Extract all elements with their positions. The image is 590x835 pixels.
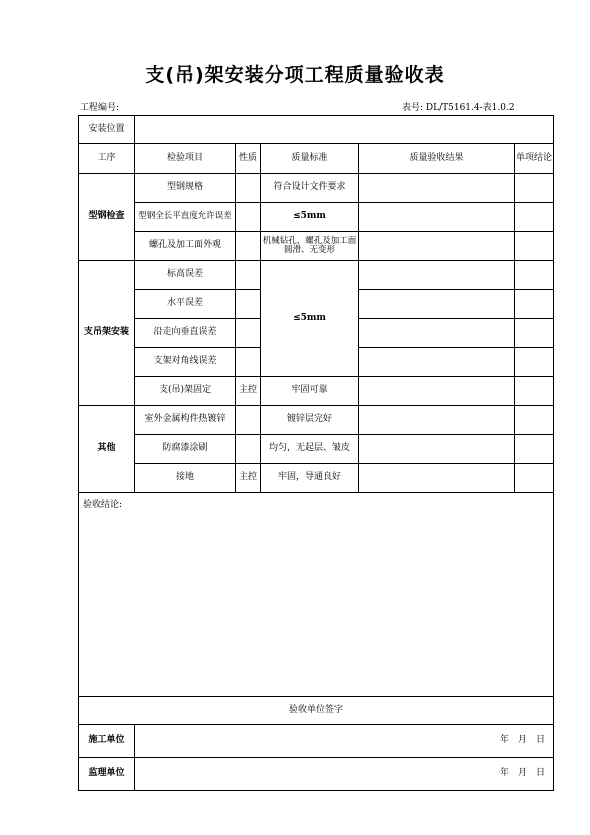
header-row: [79, 144, 554, 174]
item-cell: 沿走向垂直误差: [135, 319, 236, 348]
nature-cell: [236, 232, 261, 261]
header-process: 工序: [79, 144, 135, 174]
sign-row-supervision: [79, 758, 554, 791]
nature-cell: [236, 435, 261, 464]
result-cell[interactable]: [359, 261, 515, 290]
nature-cell: 主控: [236, 464, 261, 493]
result-cell[interactable]: [359, 290, 515, 319]
standard-cell: ≤5mm: [261, 203, 359, 232]
supervision-unit-label: 监理单位: [79, 758, 135, 791]
header-nature: 性质: [236, 144, 261, 174]
nature-cell: [236, 290, 261, 319]
conclusion-cell[interactable]: [515, 203, 554, 232]
signature-header: 验收单位签字: [79, 697, 554, 725]
conclusion-cell[interactable]: [515, 319, 554, 348]
nature-cell: [236, 174, 261, 203]
table-row: [79, 464, 554, 493]
sign-row-construction: [79, 725, 554, 758]
result-cell[interactable]: [359, 203, 515, 232]
conclusion-cell[interactable]: [515, 174, 554, 203]
table-row: [79, 406, 554, 435]
table-row: [79, 435, 554, 464]
nature-cell: [236, 203, 261, 232]
table-row: [79, 203, 554, 232]
project-number-label: 工程编号:: [80, 103, 120, 113]
conclusion-row: [79, 493, 554, 697]
table-row: [79, 174, 554, 203]
standard-cell: 均匀，无起层、皱皮: [261, 435, 359, 464]
standard-cell: 镀锌层完好: [261, 406, 359, 435]
shared-standard-cell: ≤5mm: [261, 261, 359, 377]
conclusion-cell[interactable]: [515, 261, 554, 290]
install-location-label: 安装位置: [79, 116, 135, 144]
nature-cell: [236, 319, 261, 348]
conclusion-cell[interactable]: [515, 377, 554, 406]
header-conclusion: 单项结论: [515, 144, 554, 174]
group-name: 其他: [79, 406, 135, 493]
nature-cell: [236, 261, 261, 290]
supervision-unit-date[interactable]: 年 月 日: [135, 758, 554, 791]
header-item: 检验项目: [135, 144, 236, 174]
result-cell[interactable]: [359, 464, 515, 493]
result-cell[interactable]: [359, 174, 515, 203]
result-cell[interactable]: [359, 377, 515, 406]
item-cell: 螺孔及加工面外观: [135, 232, 236, 261]
header-result: 质量验收结果: [359, 144, 515, 174]
standard-cell: 牢固可靠: [261, 377, 359, 406]
item-cell: 支(吊)架固定: [135, 377, 236, 406]
item-cell: 室外金属构件热镀锌: [135, 406, 236, 435]
acceptance-table: [78, 115, 554, 791]
conclusion-cell[interactable]: [515, 232, 554, 261]
construction-unit-date[interactable]: 年 月 日: [135, 725, 554, 758]
standard-cell: 牢固，导通良好: [261, 464, 359, 493]
result-cell[interactable]: [359, 406, 515, 435]
item-cell: 型钢全长平直度允许误差: [135, 203, 236, 232]
item-cell: 标高误差: [135, 261, 236, 290]
form-title: 支(吊)架安装分项工程质量验收表: [145, 64, 445, 86]
nature-cell: [236, 406, 261, 435]
conclusion-cell[interactable]: [515, 348, 554, 377]
standard-cell: 机械钻孔，螺孔及加工面圆滑、无变形: [261, 232, 359, 261]
acceptance-conclusion-area[interactable]: [79, 493, 554, 697]
item-cell: 水平误差: [135, 290, 236, 319]
item-cell: 支架对角线误差: [135, 348, 236, 377]
result-cell[interactable]: [359, 319, 515, 348]
conclusion-cell[interactable]: [515, 435, 554, 464]
nature-cell: 主控: [236, 377, 261, 406]
conclusion-cell[interactable]: [515, 406, 554, 435]
conclusion-cell[interactable]: [515, 464, 554, 493]
result-cell[interactable]: [359, 232, 515, 261]
result-cell[interactable]: [359, 435, 515, 464]
header-standard: 质量标准: [261, 144, 359, 174]
item-cell: 接地: [135, 464, 236, 493]
acceptance-conclusion-label: 验收结论:: [83, 500, 123, 510]
item-cell: 防腐漆涂刷: [135, 435, 236, 464]
install-location-row: [79, 116, 554, 144]
install-location-field[interactable]: [135, 116, 554, 144]
table-row: [79, 261, 554, 290]
signature-header-row: [79, 697, 554, 725]
standard-cell: 符合设计文件要求: [261, 174, 359, 203]
table-row: [79, 232, 554, 261]
group-name: 型钢检查: [79, 174, 135, 261]
table-row: [79, 377, 554, 406]
form-number-label: 表号: DL/T5161.4-表1.0.2: [402, 103, 515, 113]
item-cell: 型钢规格: [135, 174, 236, 203]
conclusion-cell[interactable]: [515, 290, 554, 319]
construction-unit-label: 施工单位: [79, 725, 135, 758]
group-name: 支吊架安装: [79, 261, 135, 406]
result-cell[interactable]: [359, 348, 515, 377]
nature-cell: [236, 348, 261, 377]
